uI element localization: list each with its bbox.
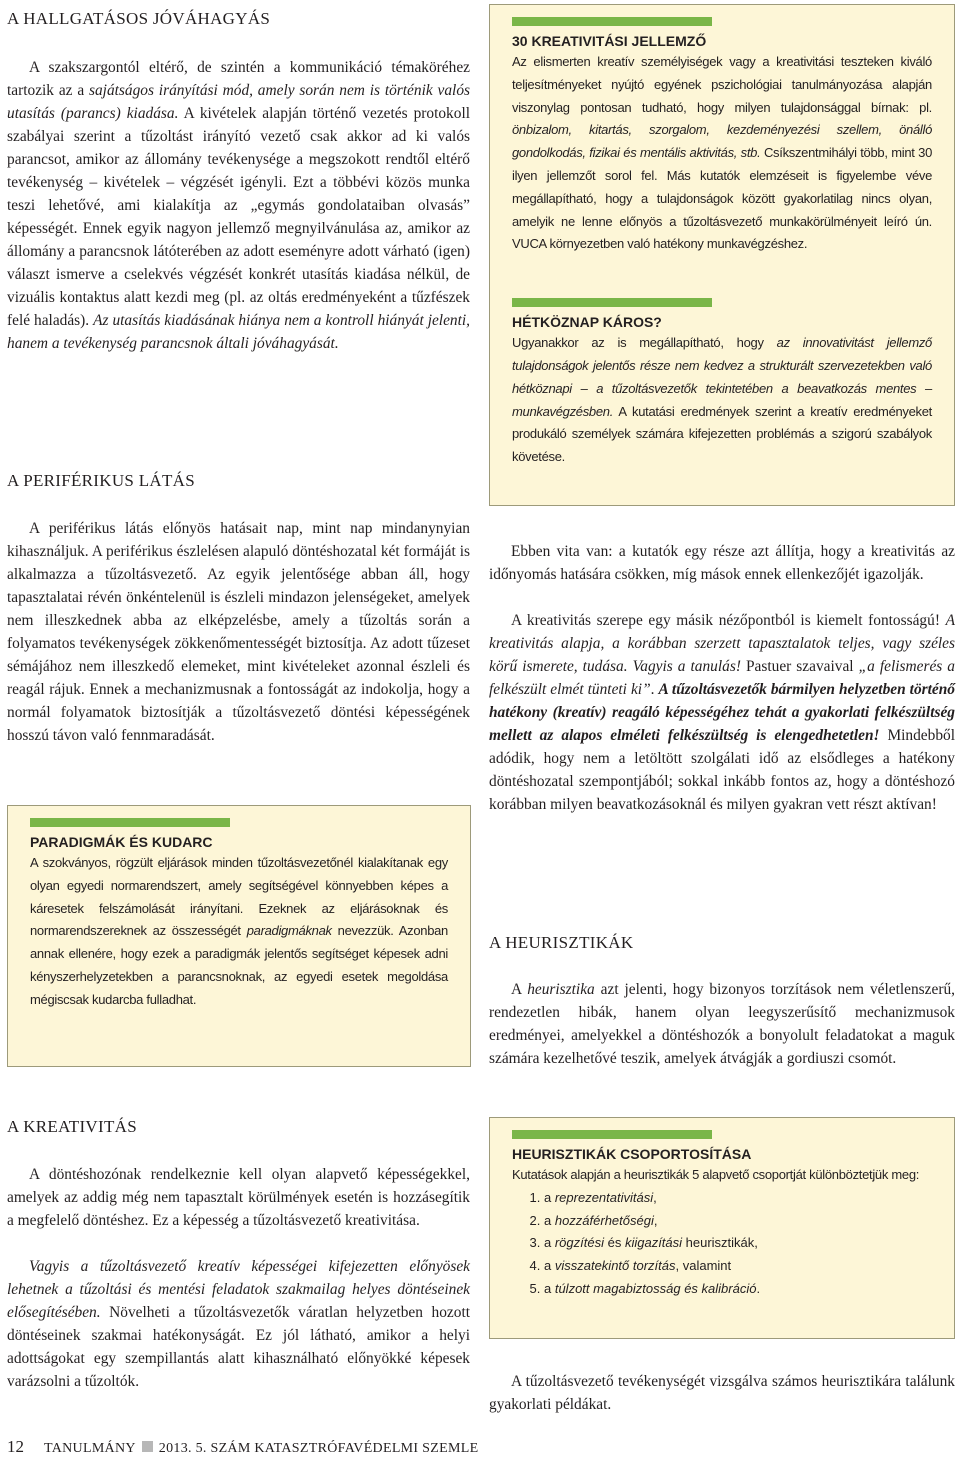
box-accent-bar — [512, 1130, 712, 1139]
box-accent-bar — [512, 17, 712, 26]
list-item: 2. a hozzáférhetőségi, — [544, 1210, 932, 1233]
page-number: 12 — [7, 1437, 24, 1456]
footer-issue: 2013. 5. SZÁM KATASZTRÓFAVÉDELMI SZEMLE — [158, 1441, 479, 1456]
box-heurisztikak-intro: Kutatások alapján a heurisztikák 5 alapvető csoportját különböztetjük meg: — [512, 1167, 920, 1182]
heading-hallgatasos: A HALLGATÁSOS JÓVÁHAGYÁS — [7, 9, 271, 28]
box-hetkoznap-text: Ugyanakkor az is megállapítható, hogy az innovativitást jellemző tulajdonságok jelentős része nem kedvez a strukturált szervezetekben való hétköznapi – a tűzoltásvezetők tekintetében a beavatkozás mentes – munkavégzésben. A kutatási eredmények szerint a kreatív eredményeket produkáló személyek számára kifejezetten problémás a szigorú szabályok követése. — [512, 335, 932, 465]
box-kreativitasi-text: Az elismerten kreatív személyiségek vagy a kreativitási teszteken kiváló teljesítményeket nyújtó egyének pszichológiai tanulmányozása alapján viszonylag pontosan tudható, hogy milyen tulajdonsággal bírnak: pl. önbizalom, kitartás, szorgalom, kezdeményezési szellem, önálló gondolkodás, fizikai és mentális aktivitás, stb. Csíkszentmihályi több, mint 30 ilyen jellemzőt sorol fel. Más kutatók elemzéseit is figyelembe véve megállapítható, hogy a tulajdonságok között gyakorlatilag nincs olyan, amelyik ne lenne előnyös a tűzoltásvezető munkakörülményeit leíró ún. VUCA környezetben való hatékony munkavégzéshez. — [512, 54, 932, 252]
box-paradigmak-text: A szokványos, rögzült eljárások minden tűzoltásvezetőnél kialakítanak egy olyan egyedi normarendszert, amely segítségével könnyebben képes a káresetek felszámolását irányítani. Ezeknek az eljárásoknak és normarendszereknek az összességét paradigmáknak nevezzük. Azonban annak ellenére, hogy ezek a paradigmák jelentős segítséget képesek adni kényszerhelyzetekben a parancsnoknak, az egyedi esetek megoldása mégiscsak kudarcba fulladhat. — [30, 855, 448, 1007]
para-kreativitas-1: A döntéshozónak rendelkeznie kell olyan alapvető képességekkel, amelyek az addig még nem tapasztalt körülmények esetén is hozzásegítik a megfelelő döntéshez. Ez a képesség a tűzoltásvezető kreativitása. — [7, 1166, 470, 1229]
list-item: 5. a túlzott magabiztosság és kalibráció. — [544, 1278, 932, 1301]
para-heurisztika: A heurisztika azt jelenti, hogy bizonyos torzítások nem véletlenszerű, rendezetlen hibák, hanem olyan leegyszerűsítő mechanizmusok eredményei, amelyekkel a döntéshozók a bonyolult feladatokat a maguk számára kezelhetővé teszik, amelyek átvágják a gordiuszi csomót. — [489, 981, 955, 1067]
para-vita: Ebben vita van: a kutatók egy része azt állítja, hogy a kreativitás az időnyomás hatására csökken, míg mások ennek ellenkezőjét igazolják. — [489, 543, 955, 583]
para-periferikus: A periférikus látás előnyös hatásait nap, mint nap mindanynyian kihasználjuk. A periférikus észlelésen alapuló döntéshozatal két formáját is alkalmazza a tűzoltásvezető. Az egyik jelentősége abban áll, hogy tapasztalatai révén önkéntelenül is észleli mindazon jelenségeket, amelyek nem illeszkednek abba az elképzelésbe, amely a tűzoltás során a folyamatos tevékenységek zökkenőmentességét biztosítja. Az adott tűzeset sémájához nem illeszkedő elemeket, mint kivételeket azonnal észleli és reagál rájuk. Ennek a mechanizmusnak a fontosságát az indokolja, hogy a normál folyamatok biztosítják a tűzoltásvezető döntési képességének hosszú távon való fennmaradását. — [7, 520, 470, 744]
box-kreativitasi-title: 30 KREATIVITÁSI JELLEMZŐ — [512, 33, 707, 49]
box-paradigmak — [7, 805, 471, 1067]
heading-heurisztikak: A HEURISZTIKÁK — [489, 933, 634, 952]
box-heurisztikak-title: HEURISZTIKÁK CSOPORTOSÍTÁSA — [512, 1146, 752, 1162]
square-separator-icon — [142, 1441, 153, 1452]
para-heurisztika-peldak: A tűzoltásvezető tevékenységét vizsgálva számos heurisztikára találunk gyakorlati példákat. — [489, 1373, 955, 1413]
box-accent-bar-2 — [512, 298, 712, 307]
para-hallgatasos: A szakszargontól eltérő, de szintén a kommunikáció témaköréhez tartozik az a sajátságos irányítási mód, amely során nem is történik valós utasítás (parancs) kiadása. A kivételek alapján történő vezetés protokoll szabályai szerint a tűzoltást irányító vezető csak akkor ad ki valós parancsot, amikor az állomány tevékenysége a megszokott rendtől eltérő tevékenység – kivételek – végzését igényli. Ezt a többévi közös munka teszi lehetővé, ami kialakítja az „egymás gondolataiban olvasás” képességét. Ennek egyik nagyon jellemző megnyilvánulása az, amikor az állomány a parancsnok látóterében az adott eseményre adott várható (igen) választ ismerve a cselekvés végzését konkrét utasítás kiadása nélkül, de vizuális kontaktus alatt kezdi meg (pl. az oltás eredményeként a tűzfészek felé haladás). Az utasítás kiadásának hiánya nem a kontroll hiányát jelenti, hanem a tevékenység parancsnok általi jóváhagyását. — [7, 59, 470, 352]
box-heurisztikak-csoportositasa — [489, 1117, 955, 1339]
heurisztika-list — [512, 1187, 932, 1301]
list-item: 3. a rögzítési és kiigazítási heurisztikák, — [544, 1232, 932, 1255]
para-kreativitas-2: Vagyis a tűzoltásvezető kreatív képességei kifejezetten előnyösek lehetnek a tűzoltási és mentési feladatok szakmailag helyes döntéseinek elősegítésében. Növelheti a tűzoltásvezetők váratlan helyzetben hozott döntéseinek szakmai hatékonyságát. Ez jól látható, amikor a helyi adottságokat egy szempillantás alatt kihasználható előnyökké képesek varázsolni a tűzoltók. — [7, 1258, 470, 1390]
box-kreativitasi-jellemzo — [489, 4, 955, 506]
box-paradigmak-title: PARADIGMÁK ÉS KUDARC — [30, 834, 213, 850]
box-accent-bar — [30, 818, 230, 827]
footer-section: TANULMÁNY — [44, 1441, 136, 1456]
para-tanulas: A kreativitás szerepe egy másik nézőpontból is kiemelt fontosságú! A kreativitás alapja, a korábban szerzett tapasztalatok teljes, vagy széles körű ismerete, tudása. Vagyis a tanulás! Pastuer szavaival „a felismerés a felkészült elmét tünteti ki”. A tűzoltásvezetők bármilyen helyzetben történő hatékony (kreatív) reagáló képességéhez tehát a gyakorlati felkészültség mellett az alapos elméleti felkészültség is elengedhetetlen! Mindebből adódik, hogy nem a letöltött szolgálati idő az elsődleges a hatékony döntéshozatal szempontjából; sokkal inkább fontos az, hogy a döntéshozó korábban milyen beavatkozásoknál és milyen gyakran vett részt aktívan! — [489, 612, 955, 813]
heading-periferikus: A PERIFÉRIKUS LÁTÁS — [7, 471, 196, 490]
page-footer — [7, 1438, 478, 1458]
list-item: 1. a reprezentativitási, — [544, 1187, 932, 1210]
heading-kreativitas: A KREATIVITÁS — [7, 1117, 137, 1136]
box-hetkoznap-title: HÉTKÖZNAP KÁROS? — [512, 314, 662, 331]
list-item: 4. a visszatekintő torzítás, valamint — [544, 1255, 932, 1278]
